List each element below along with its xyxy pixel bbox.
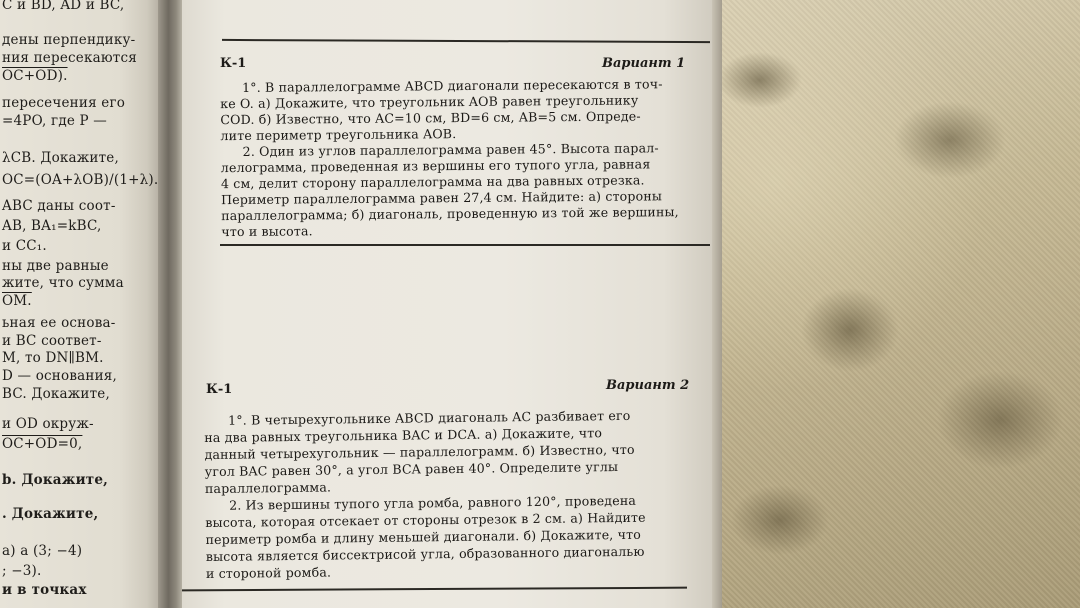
text-line: 1°. В параллелограмме ABCD диагонали пересекаются в точ-	[242, 76, 663, 95]
variant1-code: К-1	[220, 56, 247, 71]
left-text-line: дены перпендику-	[2, 32, 136, 48]
left-text-line: ьная ее основа-	[2, 315, 116, 331]
left-text-line: M, то DN∥BM.	[2, 350, 104, 366]
left-text-line: =4PO, где P —	[2, 113, 107, 129]
text-line: угол BAC равен 30°, а угол BCA равен 40°. Определите углы	[204, 458, 619, 480]
text-line: ке O. а) Докажите, что треугольник AOB равен треугольнику	[220, 92, 639, 112]
left-text-line: . Докажите,	[2, 506, 99, 522]
right-book-page	[182, 0, 717, 608]
text-line: данный четырехугольник — параллелограмм. б) Известно, что	[204, 441, 635, 463]
text-line: и стороной ромба.	[205, 564, 332, 582]
text-line: высота является биссектрисой угла, образованного диагональю	[205, 543, 645, 565]
left-text-line: OC+OD=0,	[2, 436, 83, 452]
top-rule	[222, 39, 710, 43]
variant2-title: Вариант 2	[606, 378, 690, 393]
text-line: 2. Один из углов параллелограмма равен 45°. Высота парал-	[242, 140, 659, 159]
variant2-code: К-1	[206, 382, 233, 397]
left-text-line: ; −3).	[2, 563, 42, 579]
left-text-line: ны две равные	[2, 258, 109, 274]
text-line: 2. Из вершины тупого угла ромба, равного 120°, проведена	[229, 492, 637, 513]
text-line: высота, которая отсекает от стороны отрезок в 2 см. а) Найдите	[205, 509, 646, 531]
text-line: на два равных треугольника BAC и DCA. а) Докажите, что	[204, 425, 603, 446]
text-line: периметр ромба и длину меньшей диагонали. б) Докажите, что	[205, 526, 641, 548]
left-text-line: и CC₁.	[2, 238, 47, 254]
text-line: лите периметр треугольника AOB.	[220, 126, 457, 144]
left-text-line: C и BD, AD и BC,	[2, 0, 125, 13]
left-text-line: OM.	[2, 293, 32, 309]
bottom-rule	[182, 587, 687, 592]
left-text-line: ния пересекаются	[2, 50, 137, 66]
left-text-line: пересечения его	[2, 95, 126, 111]
text-line: COD. б) Известно, что AC=10 см, BD=6 см, AB=5 см. Опреде-	[220, 108, 641, 128]
book-spine	[158, 0, 184, 608]
left-text-line: OC+OD).	[2, 68, 68, 84]
left-text-line: BC. Докажите,	[2, 386, 110, 402]
text-line: 4 см, делит сторону параллелограмма на два равных отрезка.	[220, 172, 645, 192]
left-text-line: OC=(OA+λOB)/(1+λ).	[2, 172, 159, 188]
page-edge	[712, 0, 722, 608]
text-line: 1°. В четырехугольнике ABCD диагональ AC разбивает его	[228, 407, 631, 428]
left-text-line: а) a (3; −4)	[2, 543, 83, 559]
text-line: лелограмма, проведенная из вершины его тупого угла, равная	[220, 156, 651, 176]
variant1-title: Вариант 1	[602, 56, 686, 71]
tablecloth-background	[700, 0, 1080, 608]
text-line: что и высота.	[221, 223, 313, 240]
divider-rule	[220, 244, 710, 246]
left-text-line: D — основания,	[2, 368, 117, 384]
left-text-line: и OD окруж-	[2, 416, 94, 432]
left-text-line: и в точках	[2, 582, 87, 598]
left-text-line: ABC даны соот-	[2, 198, 116, 214]
text-line: параллелограмма.	[204, 479, 332, 497]
left-text-line: λCB. Докажите,	[2, 150, 119, 166]
text-line: параллелограмма; б) диагональ, проведенную из той же вершины,	[221, 204, 679, 224]
text-line: Периметр параллелограмма равен 27,4 см. Найдите: а) стороны	[220, 188, 663, 208]
variant1-text	[220, 76, 710, 240]
variant2-text	[204, 407, 704, 582]
left-book-page	[0, 0, 160, 608]
left-text-line: b. Докажите,	[2, 472, 109, 488]
left-text-line: жите, что сумма	[2, 275, 124, 291]
left-text-line: AB, BA₁=kBC,	[2, 218, 102, 234]
left-text-line: и BC соответ-	[2, 333, 102, 349]
